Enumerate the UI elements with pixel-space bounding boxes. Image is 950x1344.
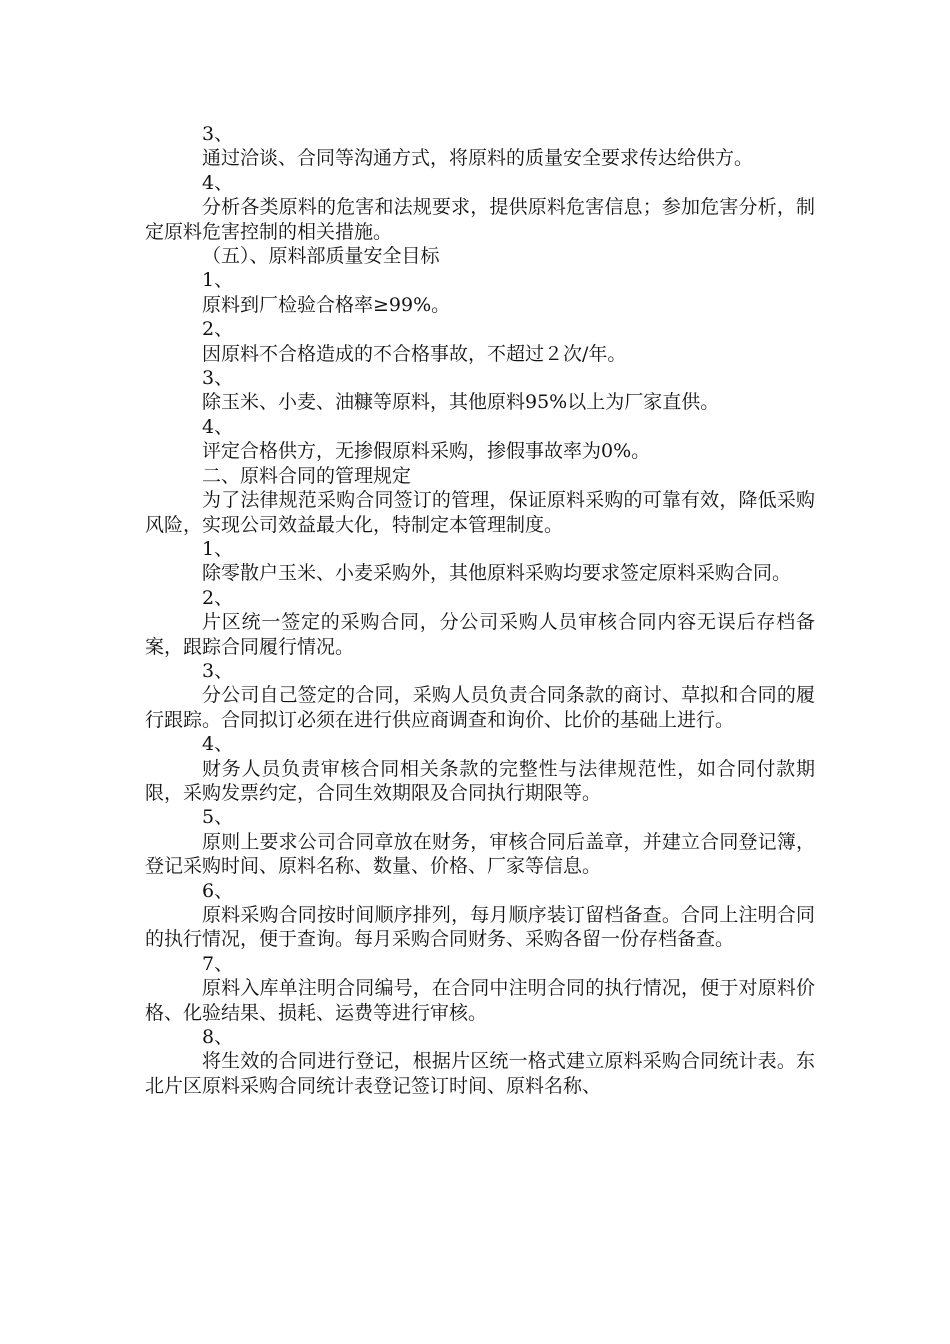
item-number: 2、 (202, 586, 234, 609)
item-number: 1、 (202, 537, 234, 560)
body-paragraph: 分公司自己签定的合同，采购人员负责合同条款的商讨、草拟和合同的履行跟踪。合同拟订必须在进行供应商调查和询价、比价的基础上进行。 (145, 684, 815, 731)
body-paragraph: 为了法律规范采购合同签订的管理，保证原料采购的可靠有效，降低采购风险，实现公司效益最大化，特制定本管理制度。 (145, 489, 815, 536)
body-paragraph: 原则上要求公司合同章放在财务，审核合同后盖章，并建立合同登记簿，登记采购时间、原料名称、数量、价格、厂家等信息。 (145, 830, 815, 878)
body-paragraph: 通过洽谈、合同等沟通方式，将原料的质量安全要求传达给供方。 (202, 147, 754, 170)
section-heading: 二、原料合同的管理规定 (202, 464, 412, 487)
body-paragraph: 原料入库单注明合同编号，在合同中注明合同的执行情况，便于对原料价格、化验结果、损耗、运费等进行审核。 (145, 977, 815, 1024)
body-paragraph: 财务人员负责审核合同相关条款的完整性与法律规范性，如合同付款期限，采购发票约定，合同生效期限及合同执行期限等。 (145, 757, 815, 804)
item-number: 3、 (202, 123, 234, 145)
item-number: 3、 (202, 659, 234, 682)
item-number: 4、 (202, 171, 234, 194)
body-paragraph: 片区统一签定的采购合同，分公司采购人员审核合同内容无误后存档备案，跟踪合同履行情况。 (145, 611, 815, 658)
item-number: 2、 (202, 318, 234, 341)
section-heading: （五）、原料部质量安全目标 (202, 245, 440, 268)
body-paragraph: 因原料不合格造成的不合格事故，不超过２次/年。 (202, 342, 627, 365)
body-paragraph: 除玉米、小麦、油糠等原料，其他原料95%以上为厂家直供。 (202, 391, 720, 414)
item-number: 4、 (202, 415, 234, 438)
body-paragraph: 原料采购合同按时间顺序排列，每月顺序装订留档备查。合同上注明合同的执行情况，便于查询。每月采购合同财务、采购各留一份存档备查。 (145, 904, 815, 951)
body-paragraph: 原料到厂检验合格率≥99%。 (202, 293, 451, 316)
body-paragraph: 除零散户玉米、小麦采购外，其他原料采购均要求签定原料采购合同。 (202, 562, 792, 585)
item-number: 8、 (202, 1026, 234, 1049)
item-number: 4、 (202, 733, 234, 756)
body-paragraph: 将生效的合同进行登记，根据片区统一格式建立原料采购合同统计表。东北片区原料采购合同统计表登记签订时间、原料名称、 (145, 1050, 815, 1097)
item-number: 3、 (202, 367, 234, 390)
document-body (145, 122, 815, 1098)
item-number: 1、 (202, 269, 234, 292)
item-number: 5、 (202, 806, 234, 829)
item-number: 6、 (202, 879, 234, 902)
item-number: 7、 (202, 952, 234, 975)
body-paragraph: 分析各类原料的危害和法规要求，提供原料危害信息；参加危害分析，制定原料危害控制的相关措施。 (145, 196, 815, 243)
body-paragraph: 评定合格供方，无掺假原料采购，掺假事故率为0%。 (202, 440, 651, 463)
